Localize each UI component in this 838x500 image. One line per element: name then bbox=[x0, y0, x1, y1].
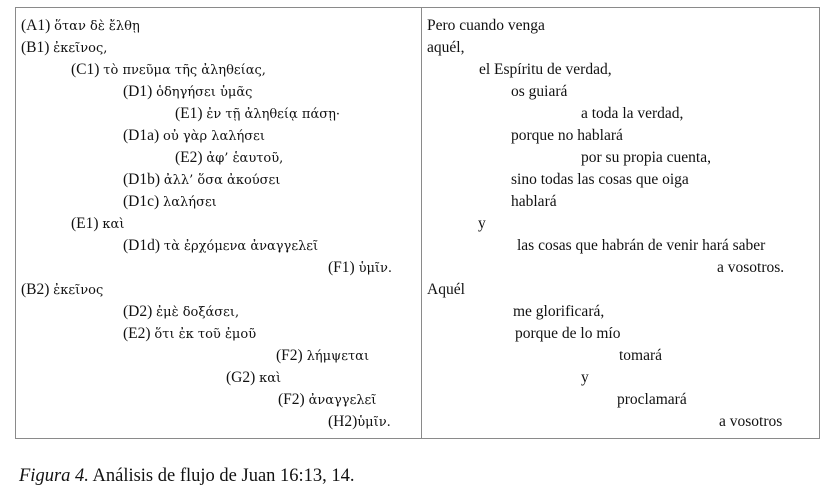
spanish-line-4: os guiará bbox=[511, 83, 568, 100]
greek-line-e2: (E2) ἀφ’ ἑαυτοῦ, bbox=[175, 149, 284, 166]
spanish-line-7: por su propia cuenta, bbox=[581, 149, 711, 166]
greek-line-d1c: (D1c) λαλήσει bbox=[123, 193, 217, 210]
spanish-line-16: tomará bbox=[619, 347, 663, 364]
spanish-line-5: a toda la verdad, bbox=[581, 105, 684, 122]
greek-line-e2b: (E2) ὅτι ἐκ τοῦ ἐμοῦ bbox=[123, 325, 257, 342]
spanish-line-11: las cosas que habrán de venir hará saber bbox=[517, 237, 766, 254]
greek-line-d1b: (D1b) ἀλλ’ ὅσα ἀκούσει bbox=[123, 171, 281, 188]
figure-caption-text: Análisis de flujo de Juan 16:13, 14. bbox=[88, 466, 355, 486]
spanish-line-1: Pero cuando venga bbox=[427, 17, 545, 34]
flow-analysis-table bbox=[15, 7, 820, 439]
greek-line-g2: (G2) καὶ bbox=[226, 369, 282, 386]
spanish-line-17: y bbox=[581, 369, 589, 386]
greek-line-b1: (B1) ἐκεῖνος, bbox=[21, 39, 108, 56]
spanish-line-8: sino todas las cosas que oiga bbox=[511, 171, 689, 188]
figure-caption bbox=[19, 466, 355, 487]
spanish-line-13: Aquél bbox=[427, 281, 465, 298]
greek-line-d1a: (D1a) οὐ γὰρ λαλήσει bbox=[123, 127, 265, 144]
greek-line-e1-kai: (E1) καὶ bbox=[71, 215, 125, 232]
spanish-line-18: proclamará bbox=[617, 391, 687, 408]
greek-line-f2: (F2) λήμψεται bbox=[276, 347, 370, 364]
spanish-line-14: me glorificará, bbox=[513, 303, 605, 320]
spanish-line-15: porque de lo mío bbox=[515, 325, 621, 342]
greek-line-f2b: (F2) ἀναγγελεῖ bbox=[278, 391, 377, 408]
greek-line-d1d: (D1d) τὰ ἐρχόμενα ἀναγγελεῖ bbox=[123, 237, 319, 254]
spanish-line-19: a vosotros bbox=[719, 413, 783, 430]
greek-line-c1: (C1) τὸ πνεῦμα τῆς ἀληθείας, bbox=[71, 61, 266, 78]
greek-line-b2: (B2) ἐκεῖνος bbox=[21, 281, 104, 298]
spanish-line-3: el Espíritu de verdad, bbox=[479, 61, 612, 78]
spanish-line-10: y bbox=[478, 215, 486, 232]
greek-line-a1: (A1) ὅταν δὲ ἔλθῃ bbox=[21, 17, 140, 34]
greek-line-e1: (E1) ἐν τῇ ἀληθείᾳ πάσῃ· bbox=[175, 105, 341, 122]
greek-line-d2: (D2) ἐμὲ δοξάσει, bbox=[123, 303, 240, 320]
greek-line-d1: (D1) ὁδηγήσει ὑμᾶς bbox=[123, 83, 253, 100]
spanish-line-6: porque no hablará bbox=[511, 127, 623, 144]
spanish-line-12: a vosotros. bbox=[717, 259, 785, 276]
greek-line-f1: (F1) ὑμῖν. bbox=[328, 259, 393, 276]
figure-label: Figura 4. bbox=[19, 466, 89, 486]
column-divider bbox=[421, 8, 422, 438]
greek-line-h2: (H2)ὑμῖν. bbox=[328, 413, 391, 430]
spanish-line-9: hablará bbox=[511, 193, 557, 210]
spanish-line-2: aquél, bbox=[427, 39, 465, 56]
